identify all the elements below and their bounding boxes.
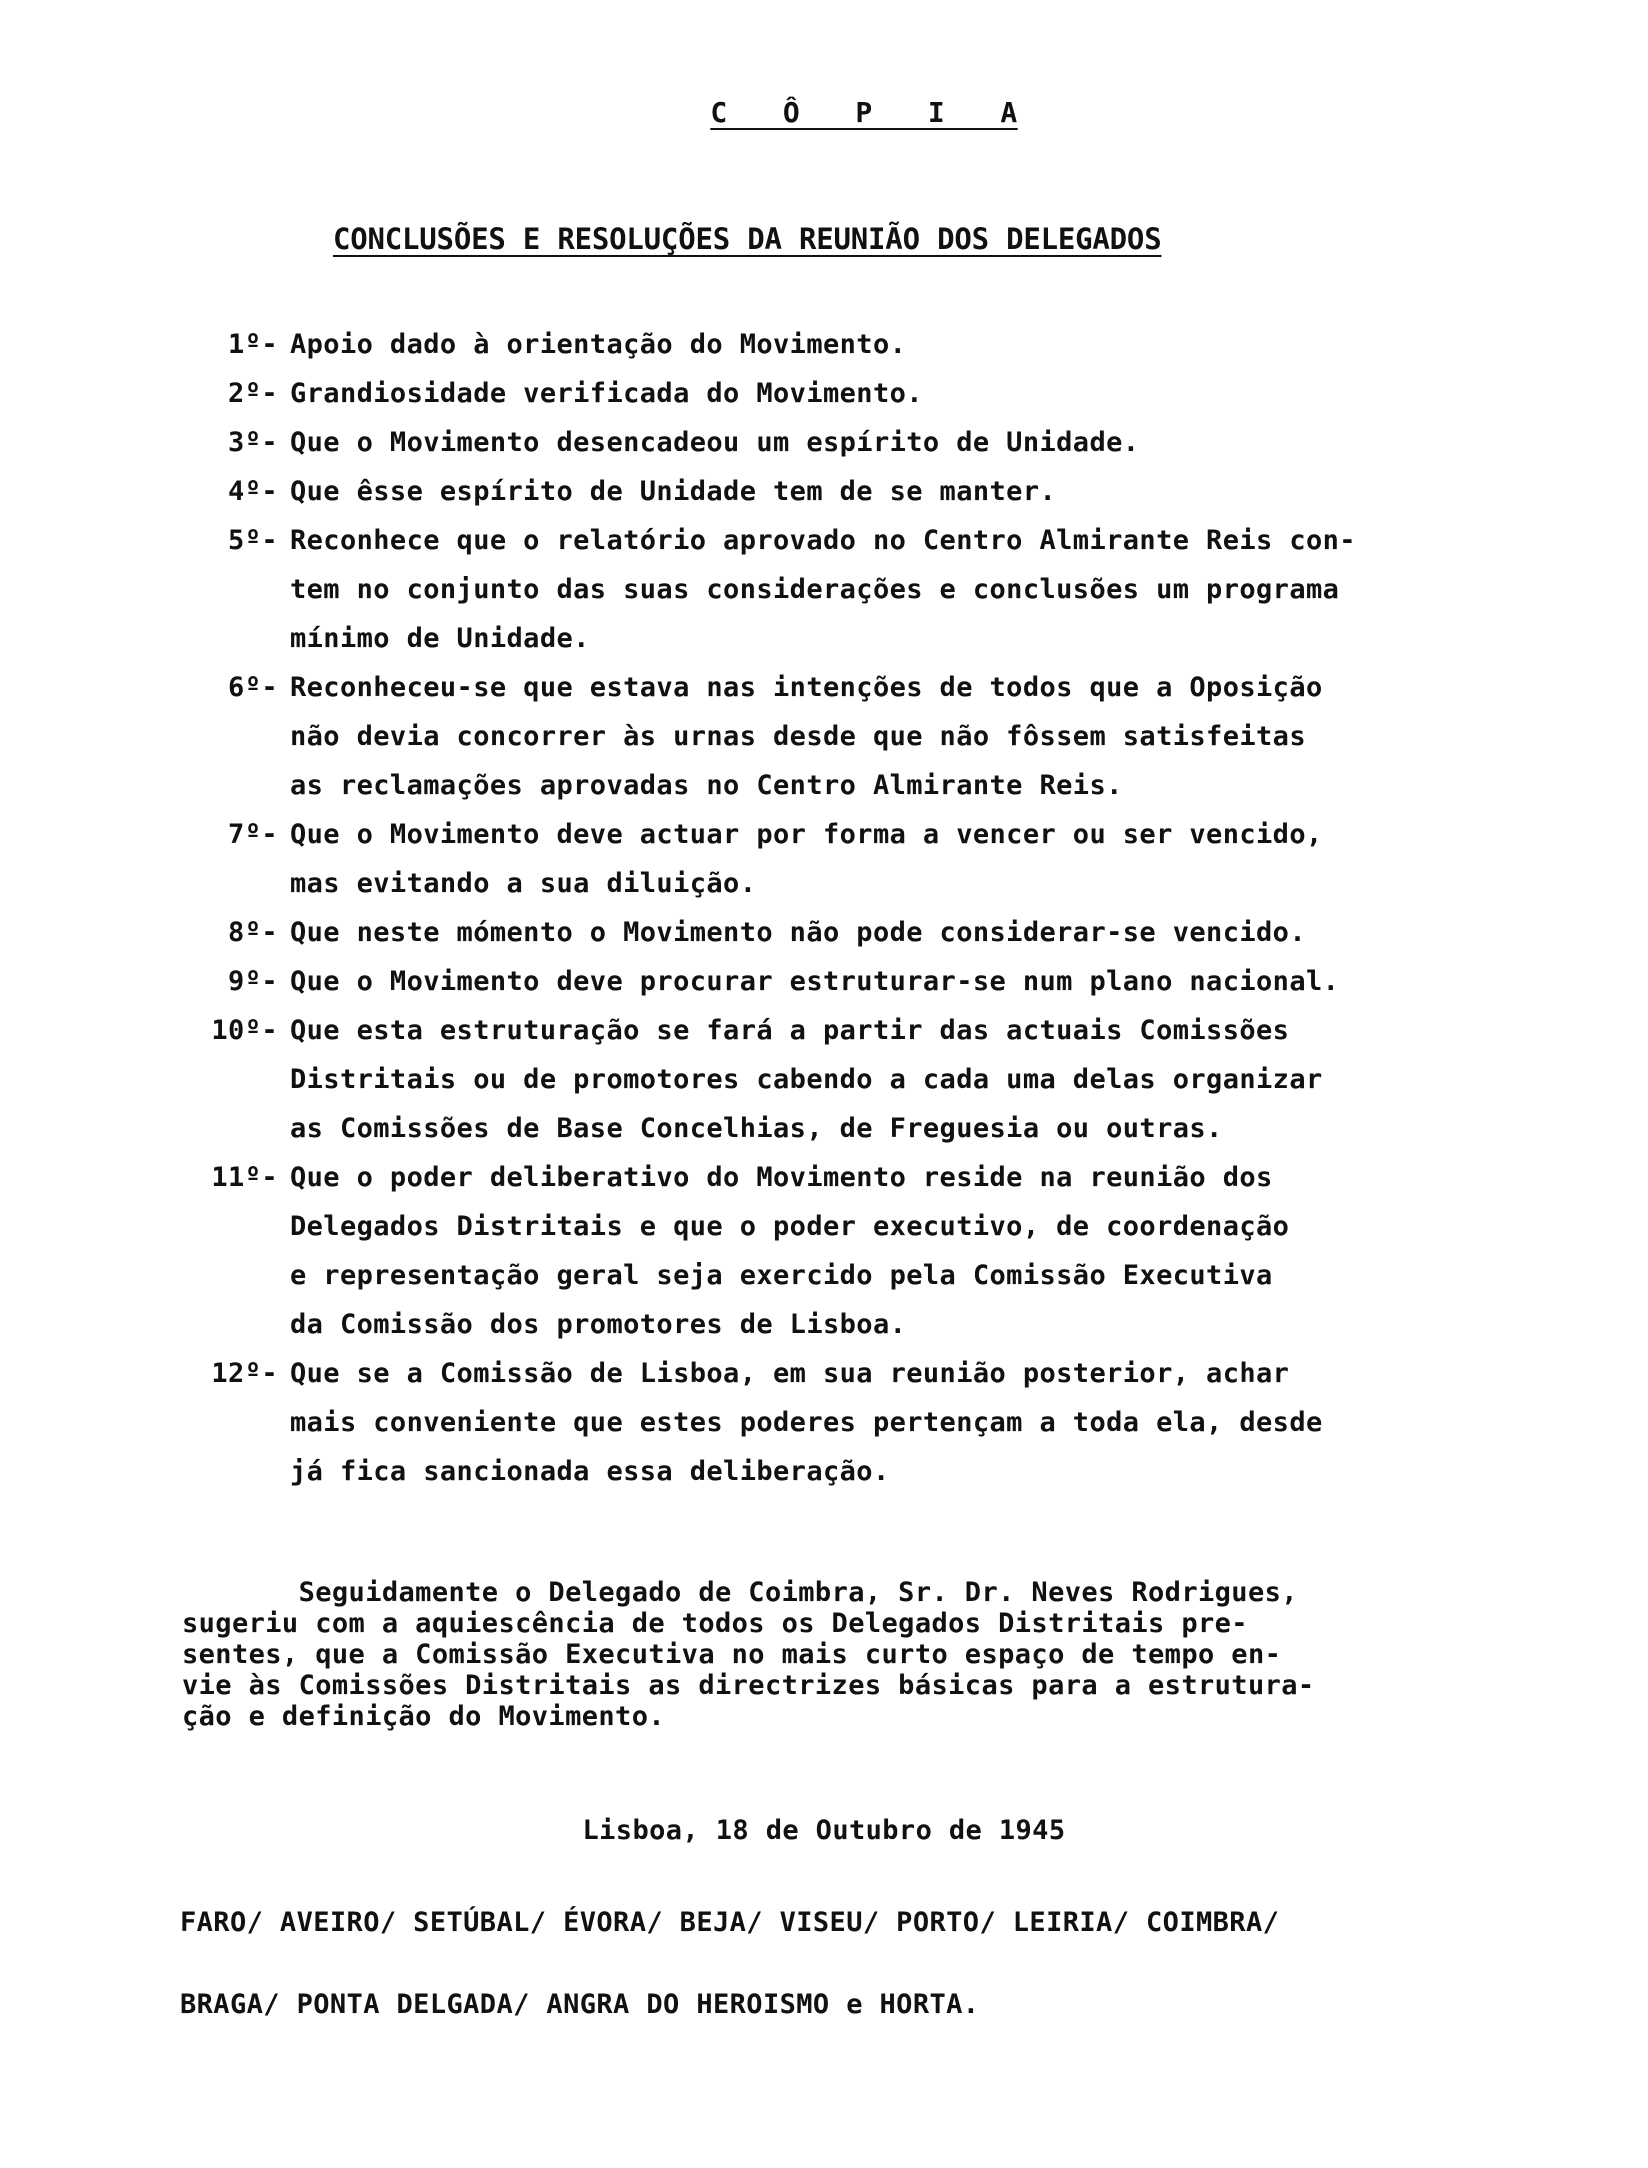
- item-text: Grandiosidade verificada do Movimento.: [290, 378, 923, 409]
- list-item: [170, 1349, 1560, 1496]
- item-text: Que se a Comissão de Lisboa, em sua reunião posterior, achar mais conveniente que estes poderes pertençam a toda ela, desde já fica sancionada essa deliberação.: [290, 1358, 1323, 1487]
- item-text: Que o poder deliberativo do Movimento reside na reunião dos Delegados Distritais e que o poder executivo, de coordenação e representação geral seja exercido pela Comissão Executiva da Comissão dos promotores de Lisboa.: [290, 1162, 1290, 1340]
- item-number: 12º-: [211, 1358, 278, 1389]
- item-text: Que neste mómento o Movimento não pode considerar-se vencido.: [290, 917, 1306, 948]
- districts-line: FARO/ AVEIRO/ SETÚBAL/ ÉVORA/ BEJA/ VISEU/ PORTO/ LEIRIA/ COIMBRA/: [180, 1907, 1280, 1938]
- resolutions-list: [170, 320, 1560, 1496]
- closing-paragraph: Seguidamente o Delegado de Coimbra, Sr. Dr. Neves Rodrigues, sugeriu com a aquiescência de todos os Delegados Distritais pre- sentes, que a Comissão Executiva no mais curto espaço de tempo en- vie às Comissões Distritais as directrizes básicas para a estrutura- ção e definição do Movimento.: [182, 1577, 1315, 1732]
- item-text: Que o Movimento deve actuar por forma a vencer ou ser vencido, mas evitando a sua diluição.: [290, 819, 1323, 899]
- item-text: Que o Movimento deve procurar estruturar-se num plano nacional.: [290, 966, 1340, 997]
- list-item: [170, 516, 1560, 663]
- item-number: 10º-: [211, 1015, 278, 1046]
- list-item: [170, 663, 1560, 810]
- document-date: Lisboa, 18 de Outubro de 1945: [582, 1815, 1066, 1846]
- list-item: [170, 1153, 1560, 1349]
- item-number: 6º-: [228, 672, 278, 703]
- item-text: Que esta estruturação se fará a partir das actuais Comissões Distritais ou de promotores cabendo a cada uma delas organizar as Comissões de Base Concelhias, de Freguesia ou outras.: [290, 1015, 1323, 1144]
- list-item: [170, 418, 1560, 467]
- item-number: 4º-: [228, 476, 278, 507]
- item-number: 8º-: [228, 917, 278, 948]
- item-number: 2º-: [228, 378, 278, 409]
- item-number: 3º-: [228, 427, 278, 458]
- item-number: 11º-: [211, 1162, 278, 1193]
- item-number: 7º-: [228, 819, 278, 850]
- item-text: Que êsse espírito de Unidade tem de se manter.: [290, 476, 1057, 507]
- document-title: C Ô P I A: [710, 96, 1018, 129]
- item-number: 9º-: [228, 966, 278, 997]
- list-item: [170, 810, 1560, 908]
- districts-list: [180, 1882, 1580, 2046]
- item-text: Reconheceu-se que estava nas intenções de todos que a Oposição não devia concorrer às urnas desde que não fôssem satisfeitas as reclamações aprovadas no Centro Almirante Reis.: [290, 672, 1323, 801]
- list-item: [170, 957, 1560, 1006]
- list-item: [170, 908, 1560, 957]
- list-item: [170, 467, 1560, 516]
- item-text: Que o Movimento desencadeou um espírito de Unidade.: [290, 427, 1140, 458]
- document-subtitle: CONCLUSÕES E RESOLUÇÕES DA REUNIÃO DOS DELEGADOS: [333, 222, 1162, 256]
- list-item: [170, 320, 1560, 369]
- item-text: Reconhece que o relatório aprovado no Centro Almirante Reis con- tem no conjunto das suas considerações e conclusões um programa mínimo de Unidade.: [290, 525, 1356, 654]
- list-item: [170, 369, 1560, 418]
- districts-line: BRAGA/ PONTA DELGADA/ ANGRA DO HEROISMO e HORTA.: [180, 1989, 980, 2020]
- list-item: [170, 1006, 1560, 1153]
- item-text: Apoio dado à orientação do Movimento.: [290, 329, 907, 360]
- item-number: 1º-: [228, 329, 278, 360]
- item-number: 5º-: [228, 525, 278, 556]
